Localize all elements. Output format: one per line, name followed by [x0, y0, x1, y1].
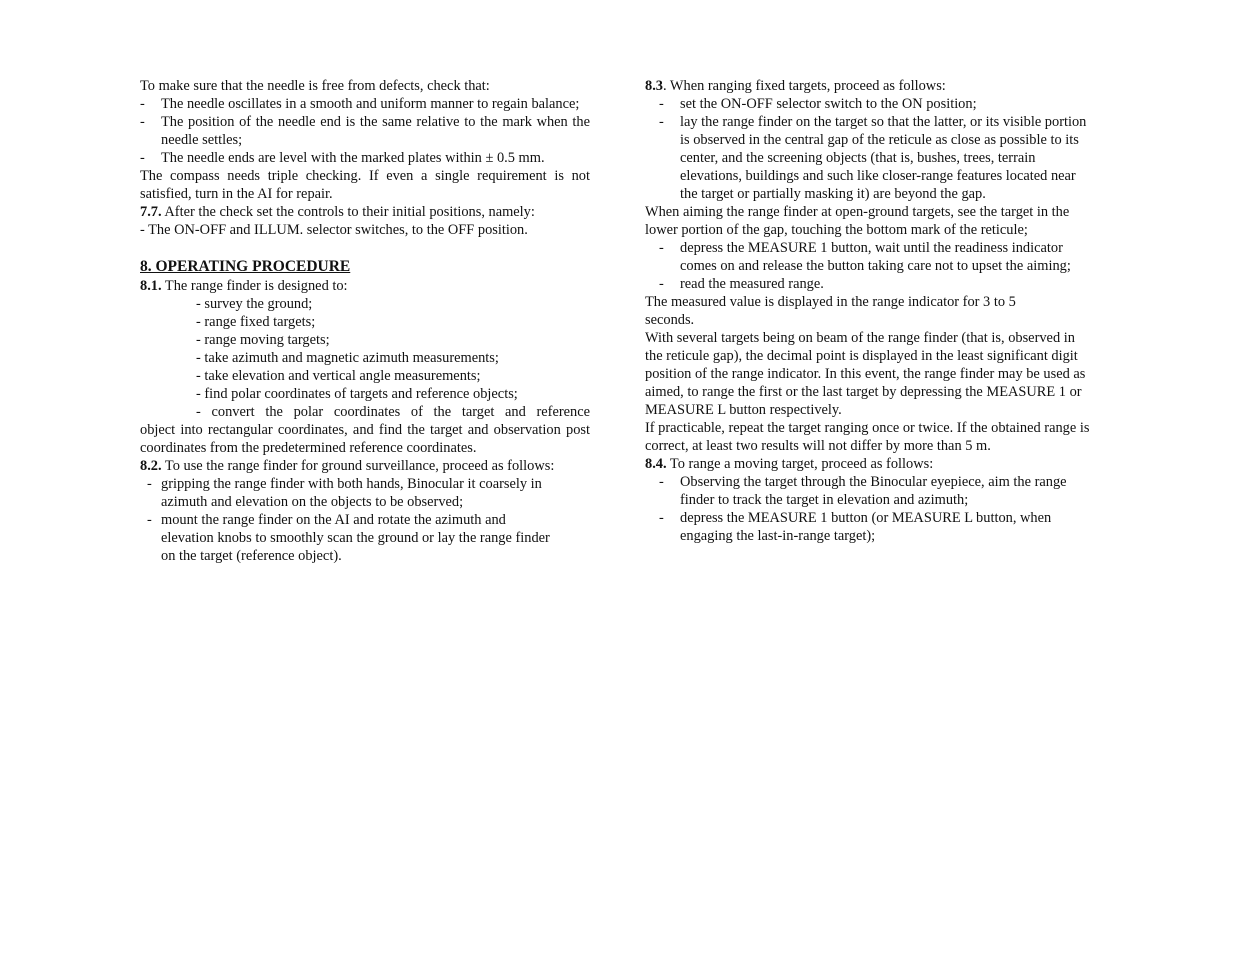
bullet-dash: -: [659, 114, 664, 130]
section-7-7-text: After the check set the controls to their initial positions, namely:: [161, 204, 535, 220]
purpose-item: - find polar coordinates of targets and reference objects;: [196, 386, 518, 402]
open-ground-paragraph: When aiming the range finder at open-ground targets, see the target in the lower portion of the gap, touching the bottom mark of the reticule;: [645, 204, 1070, 238]
surveillance-step-text: mount the range finder on the AI and rotate the azimuth and elevation knobs to smoothly scan the ground or lay the range finder on the target (reference object).: [161, 512, 550, 564]
moving-target-step-2: [645, 509, 1095, 545]
moving-target-step-1: [645, 473, 1095, 509]
section-7-7: [140, 203, 590, 221]
purpose-item-convert-continued: object into rectangular coordinates, and find the target and observation post coordinates from the predetermined reference coordinates.: [140, 422, 590, 456]
bullet-dash: -: [659, 96, 664, 112]
needle-check-text: The needle ends are level with the marked plates within ± 0.5 mm.: [161, 150, 545, 166]
display-duration-paragraph: The measured value is displayed in the range indicator for 3 to 5 seconds.: [645, 294, 1016, 328]
needle-check-item-2: [140, 113, 590, 149]
section-8-4-number: 8.4.: [645, 456, 667, 472]
measure-step-1: [645, 239, 1095, 275]
measure-step-text: read the measured range.: [680, 276, 824, 292]
section-8-4: [645, 455, 1095, 473]
fixed-target-steps: [645, 95, 1095, 203]
bullet-dash: -: [140, 150, 145, 166]
section-7-7-item: - The ON-OFF and ILLUM. selector switches, to the OFF position.: [140, 222, 528, 238]
purpose-item: - range moving targets;: [196, 332, 330, 348]
surveillance-steps: [140, 475, 590, 565]
several-targets-paragraph: With several targets being on beam of the range finder (that is, observed in the reticule gap), the decimal point is displayed in the least significant digit position of the range indicator. In this event, the range finder may be used as aimed, to range the first or the last target by depressing the MEASURE 1 or MEASURE L button respectively.: [645, 330, 1086, 418]
section-8-2-number: 8.2.: [140, 458, 162, 474]
section-7-7-number: 7.7.: [140, 204, 162, 220]
purpose-item: - take elevation and vertical angle measurements;: [196, 368, 481, 384]
section-8-3-text: . When ranging fixed targets, proceed as follows:: [663, 78, 946, 94]
needle-check-item-1: [140, 95, 590, 113]
section-8-1-text: The range finder is designed to:: [161, 278, 348, 294]
surveillance-step-2: [140, 511, 590, 565]
triple-check-paragraph: The compass needs triple checking. If even a single requirement is not satisfied, turn in the AI for repair.: [140, 168, 590, 202]
section-8-4-text: To range a moving target, proceed as follows:: [666, 456, 934, 472]
bullet-dash: -: [659, 240, 664, 256]
purpose-item: - take azimuth and magnetic azimuth measurements;: [196, 350, 499, 366]
bullet-dash: -: [147, 476, 152, 492]
bullet-dash: -: [140, 96, 145, 112]
section-8-2: [140, 457, 590, 475]
purpose-list: [140, 295, 590, 421]
right-column: [645, 77, 1095, 545]
section-heading-operating-procedure: 8. OPERATING PROCEDURE: [140, 258, 351, 275]
purpose-item-convert-line-1: - convert the polar coordinates of the target and reference: [196, 404, 590, 420]
moving-target-step-text: depress the MEASURE 1 button (or MEASURE L button, when engaging the last-in-range target);: [680, 510, 1052, 544]
bullet-dash: -: [140, 114, 145, 130]
measure-step-2: [645, 275, 1095, 293]
moving-target-steps: [645, 473, 1095, 545]
measure-steps: [645, 239, 1095, 293]
purpose-item: - survey the ground;: [196, 296, 313, 312]
bullet-dash: -: [659, 510, 664, 526]
measure-step-text: depress the MEASURE 1 button, wait until the readiness indicator comes on and release the button taking care not to upset the aiming;: [680, 240, 1071, 274]
section-8-1: [140, 277, 590, 295]
surveillance-step-1: [140, 475, 590, 511]
bullet-dash: -: [659, 474, 664, 490]
needle-check-intro: To make sure that the needle is free from defects, check that:: [140, 78, 490, 94]
needle-check-text: The needle oscillates in a smooth and uniform manner to regain balance;: [161, 96, 580, 112]
moving-target-step-text: Observing the target through the Binocular eyepiece, aim the range finder to track the target in elevation and azimuth;: [680, 474, 1067, 508]
needle-check-item-3: [140, 149, 590, 167]
left-column: [140, 77, 590, 565]
fixed-target-step-2: [645, 113, 1095, 203]
section-8-3: [645, 77, 1095, 95]
section-8-2-text: To use the range finder for ground surveillance, proceed as follows:: [161, 458, 555, 474]
section-8-1-number: 8.1.: [140, 278, 162, 294]
fixed-target-step-text: lay the range finder on the target so that the latter, or its visible portion is observed in the central gap of the reticule as close as possible to its center, and the screening objects (that is, bushes, trees, terrain elevations, buildings and such like closer-range features located near the target or partially masking it) are beyond the gap.: [680, 114, 1087, 202]
needle-check-text: The position of the needle end is the same relative to the mark when the needle settles;: [161, 114, 590, 148]
bullet-dash: -: [659, 276, 664, 292]
surveillance-step-text: gripping the range finder with both hands, Binocular it coarsely in azimuth and elevation on the objects to be observed;: [161, 476, 542, 510]
fixed-target-step-1: [645, 95, 1095, 113]
repeat-ranging-paragraph: If practicable, repeat the target ranging once or twice. If the obtained range is correct, at least two results will not differ by more than 5 m.: [645, 420, 1090, 454]
bullet-dash: -: [147, 512, 152, 528]
purpose-item: - range fixed targets;: [196, 314, 316, 330]
section-8-3-number: 8.3: [645, 78, 663, 94]
fixed-target-step-text: set the ON-OFF selector switch to the ON position;: [680, 96, 977, 112]
